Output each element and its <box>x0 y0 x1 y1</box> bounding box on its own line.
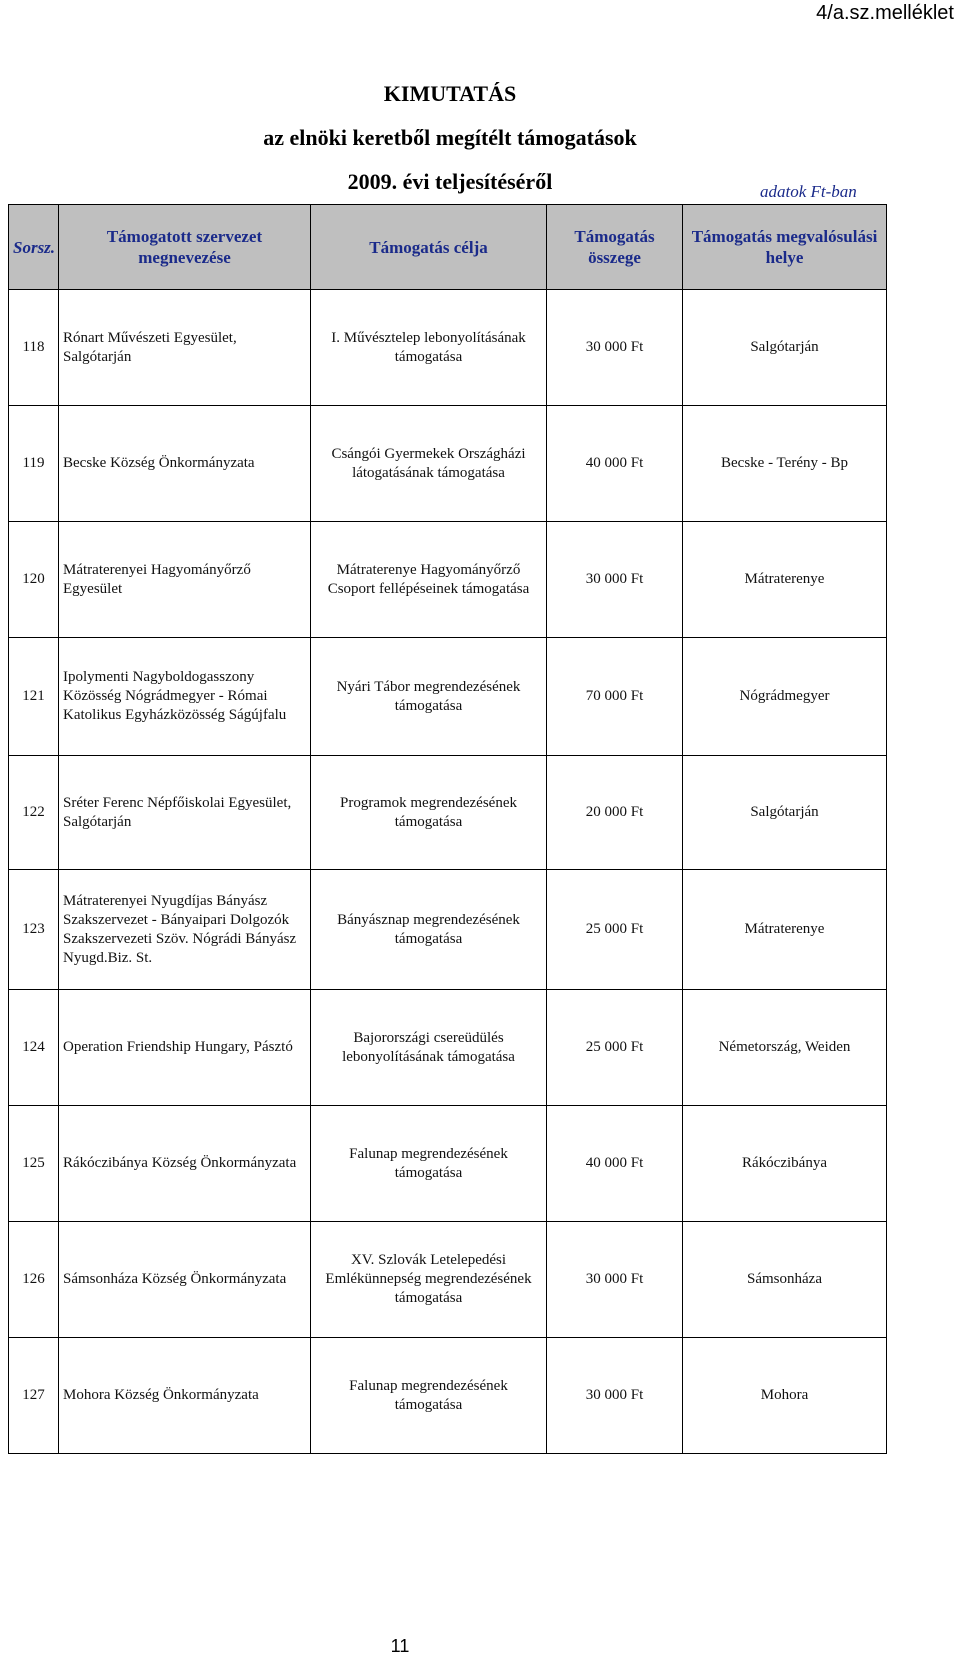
column-header-num: Sorsz. <box>9 205 59 290</box>
column-header-purpose: Támogatás célja <box>311 205 547 290</box>
page-number: 11 <box>390 1636 410 1656</box>
grants-table <box>8 204 887 1454</box>
grant-amount: 30 000 Ft <box>547 1222 683 1338</box>
row-number: 123 <box>9 870 59 990</box>
grant-purpose: Csángói Gyermekek Országházi látogatásának támogatása <box>311 406 547 522</box>
row-number: 118 <box>9 290 59 406</box>
annex-label: 4/a.sz.melléklet <box>816 2 954 24</box>
table-row <box>9 406 887 522</box>
table-row <box>9 522 887 638</box>
grant-purpose: Falunap megrendezésének támogatása <box>311 1338 547 1454</box>
grant-location: Rákóczibánya <box>683 1106 887 1222</box>
table-row <box>9 290 887 406</box>
grant-purpose: Bányásznap megrendezésének támogatása <box>311 870 547 990</box>
grant-amount: 40 000 Ft <box>547 406 683 522</box>
organization-name: Ipolymenti Nagyboldogasszony Közösség Nógrádmegyer - Római Katolikus Egyházközösség Ságújfalu <box>59 638 311 756</box>
page-subtitle: az elnöki keretből megítélt támogatások <box>263 125 637 150</box>
grant-location: Németország, Weiden <box>683 990 887 1106</box>
grant-location: Nógrádmegyer <box>683 638 887 756</box>
row-number: 122 <box>9 756 59 870</box>
grant-amount: 20 000 Ft <box>547 756 683 870</box>
organization-name: Mátraterenyei Hagyományőrző Egyesület <box>59 522 311 638</box>
grant-purpose: Bajorországi csereüdülés lebonyolításának támogatása <box>311 990 547 1106</box>
organization-name: Becske Község Önkormányzata <box>59 406 311 522</box>
organization-name: Sréter Ferenc Népfőiskolai Egyesület, Salgótarján <box>59 756 311 870</box>
grant-amount: 40 000 Ft <box>547 1106 683 1222</box>
grant-purpose: Mátraterenye Hagyományőrző Csoport fellépéseinek támogatása <box>311 522 547 638</box>
grant-location: Mátraterenye <box>683 870 887 990</box>
organization-name: Operation Friendship Hungary, Pásztó <box>59 990 311 1106</box>
column-header-place: Támogatás megvalósulási helye <box>683 205 887 290</box>
table-row <box>9 1222 887 1338</box>
table-row <box>9 756 887 870</box>
title-block <box>0 80 900 196</box>
table-row <box>9 1106 887 1222</box>
grant-location: Sámsonháza <box>683 1222 887 1338</box>
column-header-amount: Támogatás összege <box>547 205 683 290</box>
table-row <box>9 1338 887 1454</box>
grant-amount: 30 000 Ft <box>547 1338 683 1454</box>
table-row <box>9 990 887 1106</box>
organization-name: Sámsonháza Község Önkormányzata <box>59 1222 311 1338</box>
grant-purpose: Nyári Tábor megrendezésének támogatása <box>311 638 547 756</box>
page-title: KIMUTATÁS <box>383 81 517 106</box>
grant-amount: 30 000 Ft <box>547 522 683 638</box>
page-subtitle-year: 2009. évi teljesítéséről <box>347 169 553 194</box>
grant-location: Mohora <box>683 1338 887 1454</box>
table-row <box>9 870 887 990</box>
grant-location: Mátraterenye <box>683 522 887 638</box>
organization-name: Mohora Község Önkormányzata <box>59 1338 311 1454</box>
row-number: 125 <box>9 1106 59 1222</box>
table-row <box>9 638 887 756</box>
currency-note: adatok Ft-ban <box>760 182 857 201</box>
organization-name: Rónart Művészeti Egyesület, Salgótarján <box>59 290 311 406</box>
column-header-org: Támogatott szervezet megnevezése <box>59 205 311 290</box>
row-number: 121 <box>9 638 59 756</box>
row-number: 126 <box>9 1222 59 1338</box>
grant-purpose: XV. Szlovák Letelepedési Emlékünnepség megrendezésének támogatása <box>311 1222 547 1338</box>
grant-purpose: I. Művésztelep lebonyolításának támogatása <box>311 290 547 406</box>
organization-name: Rákóczibánya Község Önkormányzata <box>59 1106 311 1222</box>
grant-purpose: Programok megrendezésének támogatása <box>311 756 547 870</box>
grant-amount: 25 000 Ft <box>547 990 683 1106</box>
organization-name: Mátraterenyei Nyugdíjas Bányász Szakszervezet - Bányaipari Dolgozók Szakszervezeti Szöv. Nógrádi Bányász Nyugd.Biz. St. <box>59 870 311 990</box>
grant-amount: 70 000 Ft <box>547 638 683 756</box>
row-number: 119 <box>9 406 59 522</box>
grant-amount: 25 000 Ft <box>547 870 683 990</box>
grant-location: Salgótarján <box>683 290 887 406</box>
grant-purpose: Falunap megrendezésének támogatása <box>311 1106 547 1222</box>
row-number: 120 <box>9 522 59 638</box>
grant-amount: 30 000 Ft <box>547 290 683 406</box>
row-number: 127 <box>9 1338 59 1454</box>
row-number: 124 <box>9 990 59 1106</box>
table-header-row <box>9 205 887 290</box>
grant-location: Salgótarján <box>683 756 887 870</box>
grant-location: Becske - Terény - Bp <box>683 406 887 522</box>
